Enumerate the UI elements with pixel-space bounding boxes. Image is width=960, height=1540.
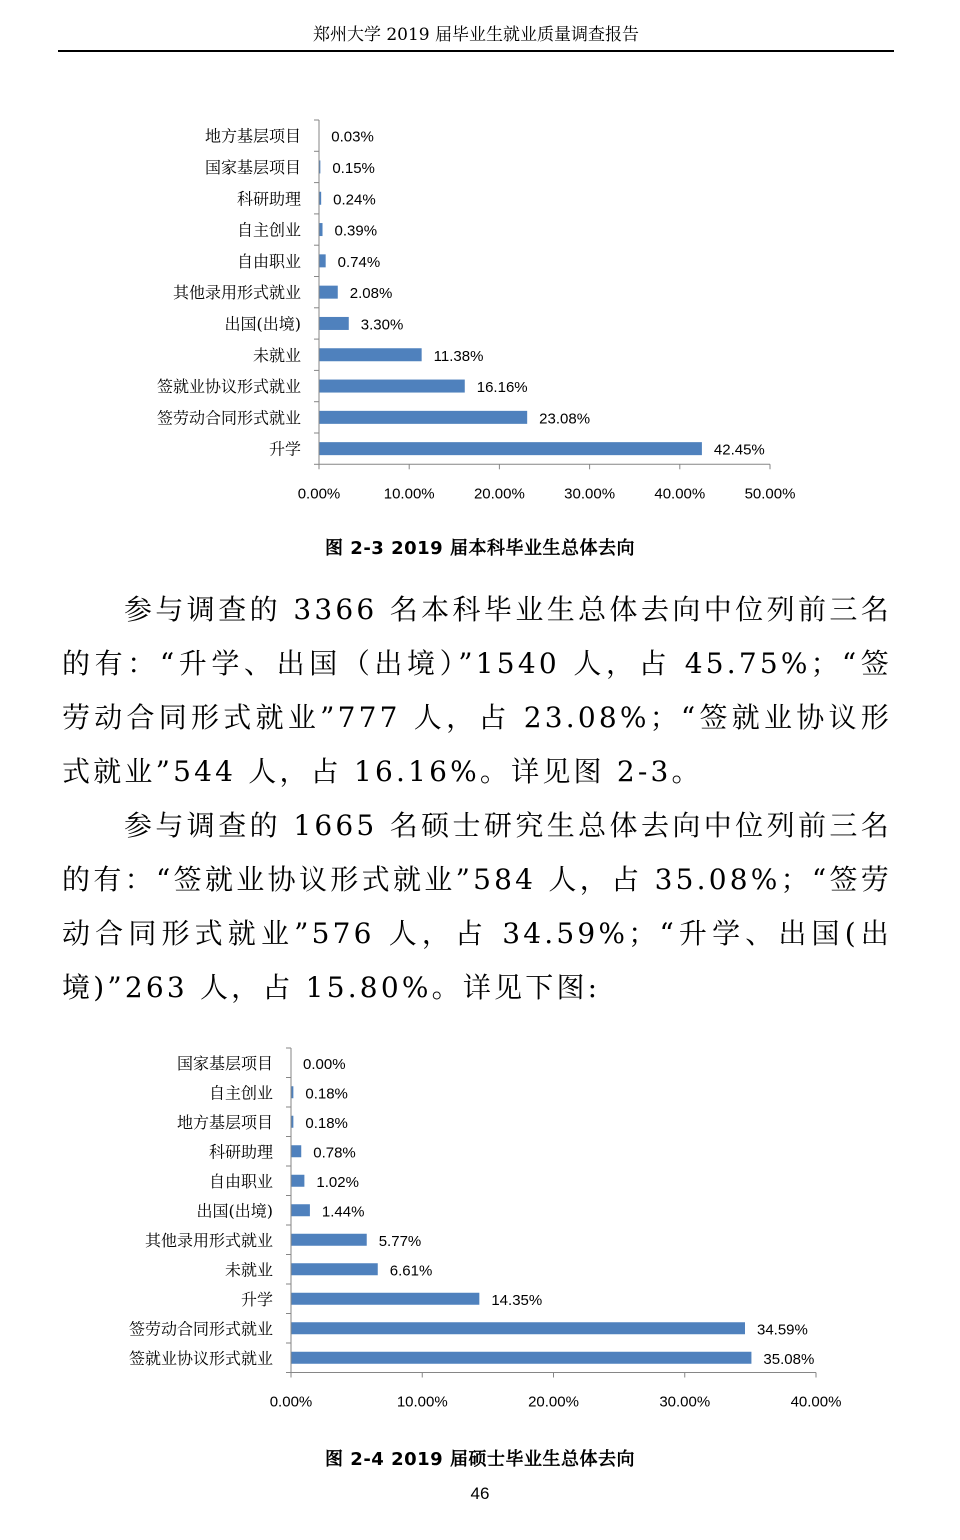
category-label: 自主创业	[208, 1083, 273, 1103]
category-label: 地方基层项目	[204, 126, 301, 146]
category-label: 出国(出境)	[224, 314, 301, 334]
category-label: 自由职业	[208, 1171, 273, 1191]
data-label: 11.38%	[433, 347, 484, 365]
category-label: 签劳动合同形式就业	[128, 1319, 273, 1339]
category-label: 签就业协议形式就业	[156, 377, 301, 397]
data-label: 0.15%	[332, 159, 375, 177]
data-label: 2.08%	[349, 285, 393, 303]
bar	[291, 1293, 479, 1305]
category-label: 自由职业	[236, 251, 301, 271]
bar	[291, 1352, 751, 1364]
bar	[319, 286, 338, 299]
category-label: 签劳动合同形式就业	[156, 408, 301, 428]
x-tick-label: 30.00%	[659, 1393, 711, 1411]
bar	[319, 254, 326, 267]
category-label: 升学	[268, 439, 301, 459]
bar	[291, 1234, 367, 1246]
bar	[319, 223, 323, 236]
chart-svg	[0, 110, 960, 510]
x-tick-label: 50.00%	[744, 485, 796, 503]
data-label: 42.45%	[713, 441, 765, 459]
data-label: 34.59%	[756, 1321, 808, 1339]
chart-caption: 图 2-3 2019 届本科毕业生总体去向	[325, 538, 635, 559]
category-label: 国家基层项目	[176, 1053, 273, 1073]
data-label: 16.16%	[476, 379, 528, 397]
data-label: 6.61%	[389, 1262, 433, 1280]
category-label: 未就业	[252, 345, 301, 365]
bar	[319, 348, 422, 361]
data-label: 14.35%	[491, 1291, 543, 1309]
data-label: 0.74%	[337, 253, 381, 271]
x-tick-label: 10.00%	[396, 1393, 448, 1411]
x-tick-label: 20.00%	[473, 485, 525, 503]
chart-svg	[0, 1040, 960, 1420]
bar	[291, 1322, 745, 1334]
data-label: 5.77%	[378, 1232, 422, 1250]
x-tick-label: 30.00%	[564, 485, 616, 503]
data-label: 0.03%	[331, 128, 374, 146]
chart-caption: 图 2-4 2019 届硕士毕业生总体去向	[325, 1449, 635, 1470]
page-header: 郑州大学 2019 届毕业生就业质量调查报告	[58, 22, 894, 52]
data-label: 35.08%	[763, 1350, 815, 1368]
x-tick-label: 0.00%	[297, 485, 341, 503]
category-label: 自主创业	[236, 220, 301, 240]
data-label: 1.44%	[321, 1203, 365, 1221]
data-label: 1.02%	[316, 1173, 359, 1191]
data-label: 3.30%	[360, 316, 404, 334]
undergraduate-destination-chart	[0, 110, 960, 510]
category-label: 其他录用形式就业	[144, 1230, 273, 1250]
x-tick-label: 10.00%	[383, 485, 435, 503]
x-tick-label: 20.00%	[528, 1393, 579, 1411]
data-label: 0.24%	[333, 191, 376, 209]
bar	[319, 380, 465, 393]
data-label: 0.78%	[313, 1144, 356, 1162]
bar	[291, 1175, 304, 1187]
category-label: 科研助理	[208, 1142, 273, 1162]
category-label: 地方基层项目	[176, 1112, 273, 1132]
category-label: 未就业	[224, 1260, 273, 1280]
master-destination-chart	[0, 1040, 960, 1420]
paragraph-undergraduate: 参与调查的 3366 名本科毕业生总体去向中位列前三名的有：“升学、出国（出境）”1540 人，占 45.75%；“签劳动合同形式就业”777 人，占 23.08%；“签就业协议形式就业”544 人，占 16.16%。详见图 2-3。	[62, 593, 892, 788]
x-tick-label: 40.00%	[790, 1393, 842, 1411]
category-label: 科研助理	[236, 189, 301, 209]
category-label: 签就业协议形式就业	[128, 1348, 273, 1368]
x-tick-label: 0.00%	[269, 1393, 313, 1411]
bar	[319, 317, 349, 330]
category-label: 出国(出境)	[196, 1201, 273, 1221]
data-label: 0.18%	[305, 1114, 348, 1132]
data-label: 0.18%	[305, 1085, 348, 1103]
bar	[291, 1145, 301, 1157]
bar	[291, 1263, 378, 1275]
data-label: 0.39%	[334, 222, 378, 240]
bar	[319, 442, 702, 455]
data-label: 0.00%	[303, 1055, 346, 1073]
category-label: 其他录用形式就业	[172, 283, 301, 303]
page-number: 46	[470, 1484, 490, 1503]
paragraph-master: 参与调查的 1665 名硕士研究生总体去向中位列前三名的有：“签就业协议形式就业”584 人，占 35.08%；“签劳动合同形式就业”576 人，占 34.59%；“升学、出国(出境)”263 人，占 15.80%。详见下图:	[62, 809, 892, 1004]
category-label: 升学	[240, 1289, 273, 1309]
bar	[291, 1204, 310, 1216]
data-label: 23.08%	[539, 410, 591, 428]
x-tick-label: 40.00%	[654, 485, 706, 503]
bar	[319, 411, 527, 424]
category-label: 国家基层项目	[204, 157, 301, 177]
